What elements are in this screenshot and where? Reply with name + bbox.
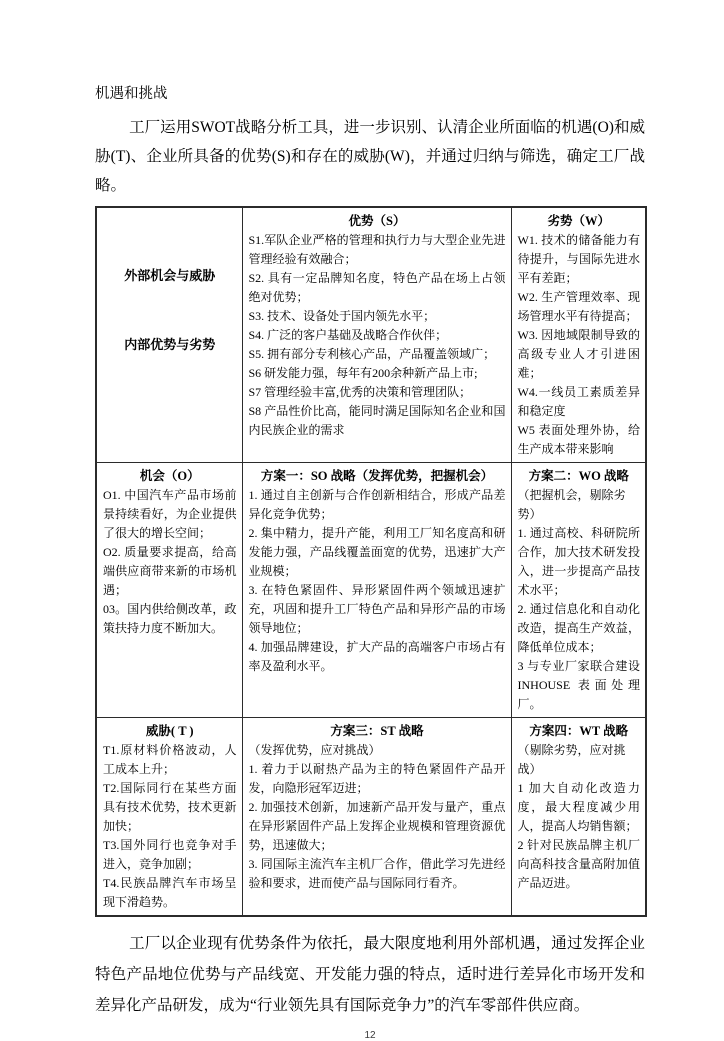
list-item: T1.原材料价格波动，人工成本上升； (103, 743, 237, 776)
list-item: T3.国外同行也竞争对手进入，竞争加剧； (103, 838, 237, 871)
wt-strategy-list (518, 779, 641, 893)
list-item: 1. 着力于以耐热产品为主的特色紧固件产品开发，向隐形冠军迈进； (248, 762, 506, 795)
opportunities-title: 机会（O） (139, 469, 200, 483)
wt-strategy-cell (511, 718, 646, 917)
list-item: O1. 中国汽车产品市场前景持续看好，为企业提供了很大的增长空间； (103, 488, 237, 540)
threats-cell (96, 718, 242, 917)
st-strategy-title: 方案三：ST 战略 (330, 724, 424, 738)
corner-label-external: 外部机会与威胁 (124, 268, 216, 283)
so-strategy-list (249, 486, 506, 676)
list-item: W5 表面处理外协，给生产成本带来影响 (517, 423, 640, 456)
list-item: S7 管理经验丰富,优秀的决策和管理团队； (248, 385, 472, 399)
list-item: 3. 在特色紧固件、异形紧固件两个领域迅速扩充，巩固和提升工厂特色产品和异形产品的市场领导地位； (248, 583, 506, 635)
wo-strategy-cell (511, 463, 646, 718)
list-item: 03。国内供给侧改革，政策扶持力度不断加大。 (103, 602, 237, 635)
wo-strategy-list (518, 524, 641, 714)
list-item: 2 针对民族品牌主机厂向高科技含量高附加值产品迈进。 (517, 838, 640, 890)
section-heading: 机遇和挑战 (95, 86, 168, 102)
list-item: 2. 通过信息化和自动化改造，提高生产效益，降低单位成本； (517, 602, 640, 654)
threats-title: 威胁( T ) (145, 724, 194, 738)
page-number: 12 (364, 1030, 376, 1041)
list-item: S1.军队企业严格的管理和执行力与大型企业先进管理经验有效融合； (248, 233, 506, 266)
weaknesses-list (518, 231, 641, 459)
so-strategy-title: 方案一：SO 战略（发挥优势，把握机会） (260, 469, 494, 483)
closing-paragraph: 工厂以企业现有优势条件为依托，最大限度地利用外部机遇，通过发挥企业特色产品地位优势与产品线宽、开发能力强的特点，适时进行差异化市场开发和差异化产品研发，成为“行业领先具有国际竞争力”的汽车零部件供应商。 (95, 935, 645, 1014)
st-strategy-list (249, 760, 506, 893)
corner-label-internal: 内部优势与劣势 (124, 337, 216, 352)
intro-paragraph: 工厂运用SWOT战略分析工具，进一步识别、认清企业所面临的机遇(O)和威胁(T)、企业所具备的优势(S)和存在的威胁(W)，并通过归纳与筛选，确定工厂战略。 (95, 119, 645, 194)
weaknesses-title: 劣势（W） (547, 214, 610, 228)
list-item: 1 加大自动化改造力度，最大程度减少用人，提高人均销售额； (517, 781, 640, 833)
list-item: 2. 集中精力，提升产能，利用工厂知名度高和研发能力强，产品线覆盖面宽的优势，迅速扩大产业规模； (248, 526, 506, 578)
list-item: W4.一线员工素质差异和稳定度 (517, 385, 640, 418)
list-item: T4.民族品牌汽车市场呈现下滑趋势。 (103, 876, 237, 909)
strengths-title: 优势（S） (348, 214, 406, 228)
wt-strategy-title: 方案四：WT 战略 (529, 724, 629, 738)
list-item: S6 研发能力强，每年有200余种新产品上市; (248, 366, 478, 380)
st-strategy-subtitle: （发挥优势，应对挑战） (248, 743, 381, 757)
opportunities-list (103, 486, 237, 638)
list-item: O2. 质量要求提高，给高端供应商带来新的市场机遇； (103, 545, 237, 597)
list-item: 4. 加强品牌建设，扩大产品的高端客户市场占有率及盈利水平。 (248, 640, 506, 673)
strengths-cell (242, 207, 511, 463)
list-item: T2.国际同行在某些方面具有技术优势，技术更新加快； (103, 781, 237, 833)
list-item: W1. 技术的储备能力有待提升，与国际先进水平有差距； (517, 233, 640, 285)
list-item: 3. 同国际主流汽车主机厂合作，借此学习先进经验和要求，进而使产品与国际同行看齐。 (248, 857, 506, 890)
list-item: 1. 通过自主创新与合作创新相结合，形成产品差异化竞争优势； (248, 488, 506, 521)
page-content (95, 84, 645, 1041)
st-strategy-cell (242, 718, 511, 917)
list-item: S4. 广泛的客户基础及战略合作伙伴； (248, 328, 448, 342)
list-item: 2. 加强技术创新，加速新产品开发与量产，重点在异形紧固件产品上发挥企业规模和管理资源优势，迅速做大； (248, 800, 506, 852)
list-item: S5. 拥有部分专利核心产品，产品覆盖领域广； (248, 347, 496, 361)
wt-strategy-subtitle: （剔除劣势，应对挑战） (517, 743, 626, 776)
opportunities-cell (96, 463, 242, 718)
weaknesses-cell (511, 207, 646, 463)
list-item: S2. 具有一定品牌知名度，特色产品在场上占领绝对优势； (248, 271, 506, 304)
list-item: 1. 通过高校、科研院所合作，加大技术研发投入，进一步提高产品技术水平； (517, 526, 640, 597)
swot-corner-cell (96, 207, 242, 463)
so-strategy-cell (242, 463, 511, 718)
list-item: S8 产品性价比高，能同时满足国际知名企业和国内民族企业的需求 (248, 404, 506, 437)
list-item: W3. 因地域限制导致的高级专业人才引进困难； (517, 328, 640, 380)
list-item: W2. 生产管理效率、现场管理水平有待提高； (517, 290, 640, 323)
swot-table (95, 206, 647, 917)
threats-list (103, 741, 237, 912)
list-item: 3 与专业厂家联合建设INHOUSE 表面处理厂。 (517, 659, 640, 711)
wo-strategy-title: 方案二：WO 战略 (528, 469, 629, 483)
strengths-list (249, 231, 506, 440)
wo-strategy-subtitle: （把握机会，剔除劣势） (517, 488, 626, 521)
list-item: S3. 技术、设备处于国内领先水平； (248, 309, 436, 323)
